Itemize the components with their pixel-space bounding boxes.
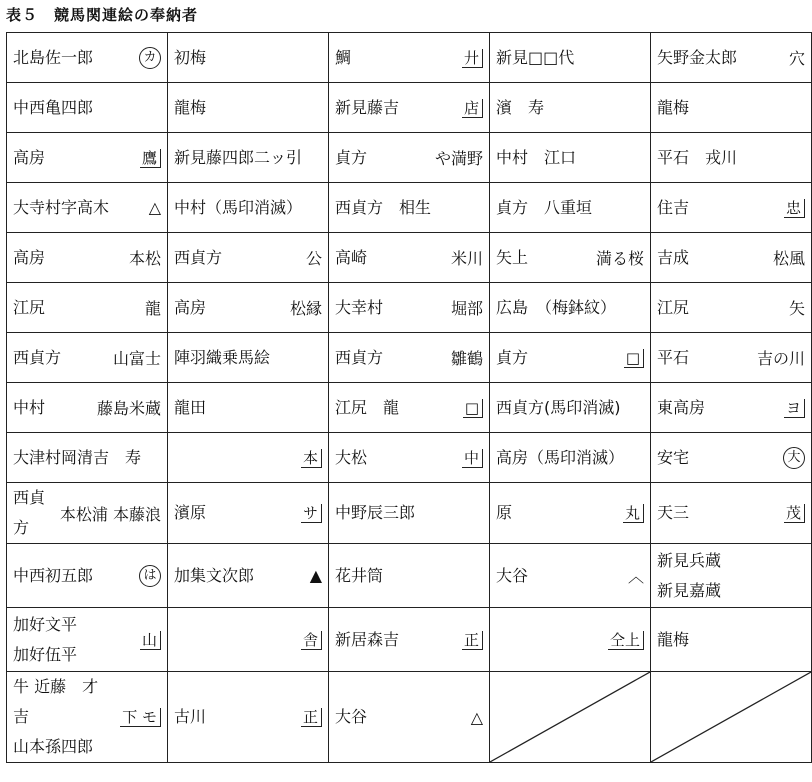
horse-mark: ヨ xyxy=(784,398,805,418)
table-cell xyxy=(168,433,329,483)
table-row xyxy=(7,133,812,183)
table-cell xyxy=(651,608,812,672)
table-cell xyxy=(329,483,490,544)
table-cell xyxy=(168,544,329,608)
donor-name: 矢上 xyxy=(496,247,529,267)
donor-name: 大松 xyxy=(335,447,368,467)
donor-name: 江尻 xyxy=(657,297,690,317)
table-cell xyxy=(168,333,329,383)
horse-mark: 松風 xyxy=(772,249,805,268)
donor-name: 大津村岡清吉 寿 xyxy=(13,447,142,467)
horse-mark: 下 モ xyxy=(120,707,161,727)
table-cell xyxy=(329,333,490,383)
horse-mark: 鷹 xyxy=(140,148,161,168)
table-cell xyxy=(329,672,490,763)
donor-name: 龍梅 xyxy=(657,629,690,649)
donor-name: 中西亀四郎 xyxy=(13,97,94,117)
horse-mark: 公 xyxy=(305,249,322,268)
table-cell xyxy=(329,233,490,283)
horse-mark: 穴 xyxy=(788,49,805,68)
table-cell xyxy=(329,133,490,183)
donor-name: 西貞方 相生 xyxy=(335,197,432,217)
table-row xyxy=(7,483,812,544)
horse-mark: 山 xyxy=(140,630,161,650)
diagonal-strike xyxy=(651,672,811,762)
horse-mark: 舎 xyxy=(301,630,322,650)
table-row xyxy=(7,608,812,672)
table-cell xyxy=(7,83,168,133)
table-row xyxy=(7,33,812,83)
donor-name: 天三 xyxy=(657,503,690,522)
table-cell xyxy=(168,283,329,333)
donor-name: 西貞方 xyxy=(174,247,223,267)
horse-mark: 米川 xyxy=(450,249,483,268)
table-cell xyxy=(651,672,812,763)
table-cell xyxy=(490,383,651,433)
donor-name: 住吉 xyxy=(657,197,690,217)
donor-name: 大谷 xyxy=(496,565,529,585)
table-cell xyxy=(651,33,812,83)
horse-mark: 廾 xyxy=(462,48,483,68)
donor-name: 平石 戎川 xyxy=(657,147,738,167)
donor-name: 貞方 八重垣 xyxy=(496,197,593,217)
horse-mark: 雛鶴 xyxy=(450,349,483,368)
table-cell xyxy=(490,483,651,544)
table-cell xyxy=(651,433,812,483)
table-cell xyxy=(168,483,329,544)
horse-mark: △ xyxy=(470,707,483,727)
donor-name: 古川 xyxy=(174,707,207,726)
horse-mark: 龍 xyxy=(144,299,161,318)
horse-mark: 丸 xyxy=(623,503,644,523)
table-cell xyxy=(490,183,651,233)
table-cell xyxy=(168,383,329,433)
donor-name: 大幸村 xyxy=(335,297,384,317)
horse-mark: 中 xyxy=(462,448,483,468)
donor-name: 加好文平 加好伍平 xyxy=(13,614,78,664)
donor-name: 西貞方 xyxy=(335,347,384,367)
table-cell xyxy=(7,183,168,233)
horse-mark: カ xyxy=(139,46,161,69)
horse-mark: 本松 xyxy=(128,249,161,268)
horse-mark: 松縁 xyxy=(289,299,322,318)
horse-mark: 茂 xyxy=(784,503,805,523)
horse-mark: ︿ xyxy=(627,567,644,586)
horse-mark: や満野 xyxy=(434,149,483,168)
horse-mark: 正 xyxy=(462,630,483,650)
horse-mark: 満る桜 xyxy=(595,249,644,268)
donor-name: 鯛 xyxy=(335,47,352,67)
table-cell xyxy=(329,83,490,133)
horse-mark: □ xyxy=(624,348,644,368)
donor-name: 新見兵蔵 新見嘉蔵 xyxy=(657,550,722,600)
table-cell xyxy=(7,233,168,283)
table-caption: 表５ 競馬関連絵の奉納者 xyxy=(6,6,199,24)
donor-name: 新見藤吉 xyxy=(335,97,400,117)
table-cell xyxy=(329,283,490,333)
donor-name: 中村 xyxy=(13,397,46,417)
horse-mark: サ xyxy=(301,503,322,523)
donor-name: 中野辰三郎 xyxy=(335,503,416,522)
table-cell xyxy=(7,333,168,383)
donor-name: 陣羽織乗馬絵 xyxy=(174,347,271,367)
horse-mark: △ xyxy=(148,198,161,217)
table-cell xyxy=(329,33,490,83)
horse-mark: 吉の川 xyxy=(756,349,805,368)
table-cell xyxy=(490,433,651,483)
table-row xyxy=(7,233,812,283)
table-cell xyxy=(490,133,651,183)
table-cell xyxy=(490,608,651,672)
donor-name: 牛 近藤 才吉 山本孫四郎 xyxy=(13,677,99,756)
table-cell xyxy=(7,283,168,333)
table-cell xyxy=(651,83,812,133)
donor-name: 大谷 xyxy=(335,707,368,726)
table-row xyxy=(7,183,812,233)
table-cell xyxy=(168,183,329,233)
horse-mark: 矢 xyxy=(788,299,805,318)
donor-name: 広島 （梅鉢紋） xyxy=(496,297,617,317)
table-row xyxy=(7,333,812,383)
donor-name: 中村（馬印消滅） xyxy=(174,197,303,217)
horse-mark: 店 xyxy=(462,98,483,118)
donor-name: 高房 xyxy=(13,147,46,167)
donor-name: 江尻 xyxy=(13,297,46,317)
donor-name: 新居森吉 xyxy=(335,629,400,649)
donor-name: 貞方 xyxy=(496,347,529,367)
donor-name: 高房（馬印消滅） xyxy=(496,447,625,467)
donor-name: 龍梅 xyxy=(657,97,690,117)
donor-name: 高房 xyxy=(13,247,46,267)
table-row xyxy=(7,544,812,608)
donor-name: 初梅 xyxy=(174,47,207,67)
table-cell xyxy=(651,544,812,608)
table-cell xyxy=(329,544,490,608)
horse-mark: 堀部 xyxy=(450,299,483,318)
horse-mark: □ xyxy=(463,398,483,418)
donor-name: 高崎 xyxy=(335,247,368,267)
table-cell xyxy=(651,283,812,333)
table-cell xyxy=(168,672,329,763)
donor-name: 中村 江口 xyxy=(496,147,577,167)
horse-mark: 忠 xyxy=(784,198,805,218)
donor-name: 西貞方(馬印消滅) xyxy=(496,397,621,417)
table-row xyxy=(7,433,812,483)
donor-table xyxy=(6,32,812,763)
table-row xyxy=(7,383,812,433)
horse-mark: 正 xyxy=(301,707,322,727)
table-cell xyxy=(168,233,329,283)
donor-name: 龍田 xyxy=(174,397,207,417)
donor-name: 東高房 xyxy=(657,397,706,417)
donor-name: 中西初五郎 xyxy=(13,565,94,585)
table-cell xyxy=(490,233,651,283)
horse-mark: 仝上 xyxy=(608,630,644,650)
donor-name: 大寺村字高木 xyxy=(13,197,110,217)
table-cell xyxy=(490,283,651,333)
table-cell xyxy=(651,333,812,383)
table-cell xyxy=(490,33,651,83)
table-cell xyxy=(329,183,490,233)
table-cell xyxy=(7,433,168,483)
donor-name: 新見藤四郎二ッ引 xyxy=(174,147,303,167)
donor-name: 花井筒 xyxy=(335,565,384,585)
table-cell xyxy=(329,608,490,672)
donor-name: 平石 xyxy=(657,347,690,367)
table-cell xyxy=(168,33,329,83)
donor-name: 安宅 xyxy=(657,447,690,467)
donor-name: 龍梅 xyxy=(174,97,207,117)
table-cell xyxy=(651,233,812,283)
donor-name: 吉成 xyxy=(657,247,690,267)
donor-name: 加集文次郎 xyxy=(174,565,255,585)
horse-mark: は xyxy=(139,564,161,587)
table-cell xyxy=(490,83,651,133)
table-cell xyxy=(490,544,651,608)
horse-mark: 山富士 xyxy=(112,349,161,368)
donor-name: 新見□□代 xyxy=(496,47,575,67)
donor-name: 西貞方 xyxy=(13,347,62,367)
donor-name: 原 xyxy=(496,503,513,522)
table-cell xyxy=(651,183,812,233)
table-cell xyxy=(168,133,329,183)
horse-mark: 大 xyxy=(783,446,805,469)
table-cell xyxy=(7,133,168,183)
horse-mark: ▲ xyxy=(309,566,322,585)
table-cell xyxy=(7,483,168,544)
horse-mark: 本松浦 本藤浪 xyxy=(59,504,161,524)
table-cell xyxy=(7,672,168,763)
donor-name: 矢野金太郎 xyxy=(657,47,738,67)
donor-name: 高房 xyxy=(174,297,207,317)
donor-name: 北島佐一郎 xyxy=(13,47,94,67)
donor-name: 濱原 xyxy=(174,503,207,522)
table-cell xyxy=(7,608,168,672)
table-cell xyxy=(490,672,651,763)
table-cell xyxy=(329,383,490,433)
table-row xyxy=(7,83,812,133)
table-cell xyxy=(490,333,651,383)
table-cell xyxy=(7,383,168,433)
donor-name: 江尻 龍 xyxy=(335,397,400,417)
table-cell xyxy=(7,544,168,608)
table-row xyxy=(7,672,812,763)
diagonal-strike xyxy=(490,672,650,762)
table-cell xyxy=(168,608,329,672)
horse-mark: 藤島米蔵 xyxy=(96,399,161,418)
donor-name: 西貞方 xyxy=(13,488,46,537)
table-cell xyxy=(168,83,329,133)
donor-name: 濱 寿 xyxy=(496,97,545,117)
table-cell xyxy=(651,383,812,433)
table-cell xyxy=(329,433,490,483)
donor-name: 貞方 xyxy=(335,147,368,167)
table-cell xyxy=(651,483,812,544)
table-cell xyxy=(7,33,168,83)
table-cell xyxy=(651,133,812,183)
horse-mark: 本 xyxy=(301,448,322,468)
table-row xyxy=(7,283,812,333)
